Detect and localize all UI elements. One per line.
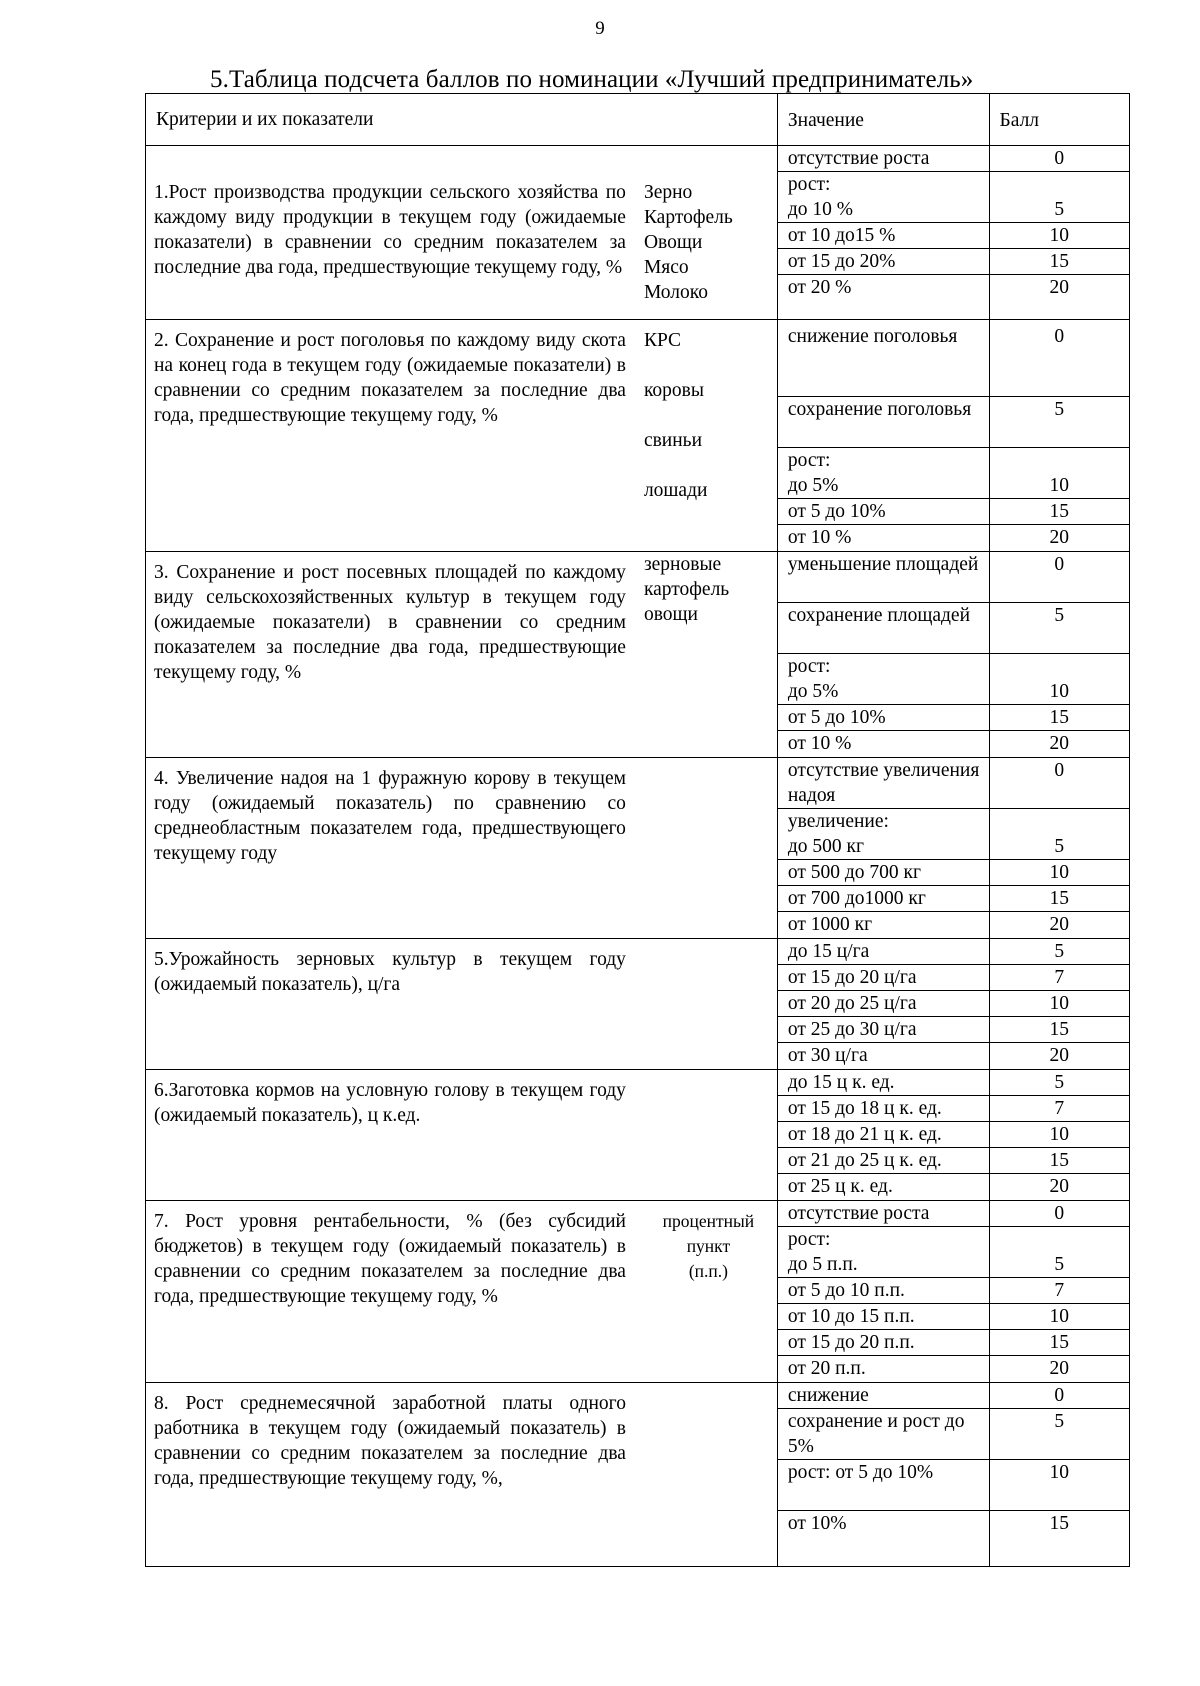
criterion-text: 6.Заготовка кормов на условную голову в текущем году (ожидаемый показатель), ц к.ед. [146, 1070, 637, 1201]
page-number: 9 [595, 18, 605, 39]
subitem: Овощи [643, 232, 703, 253]
points-cell: 10 [990, 1460, 1129, 1511]
value-text: рост: [787, 1229, 831, 1250]
criterion-subitems [637, 1383, 777, 1567]
value-cell: от 5 до 10% [778, 499, 989, 525]
points-cell: 10 [990, 991, 1129, 1017]
points-column [989, 1201, 1129, 1383]
criterion-text: 2. Сохранение и рост поголовья по каждому виду скота на конец года в текущем году (ожидаемые показатели) в сравнении со средним показателем за последние два года, предшествующие текущему году, % [146, 320, 637, 552]
points-cell: 15 [990, 1330, 1129, 1356]
value-cell: от 15 до 20 п.п. [778, 1330, 989, 1356]
subitem: КРС [643, 330, 682, 351]
value-cell [778, 654, 989, 705]
value-text: рост: [787, 174, 831, 195]
criterion-group-1 [146, 146, 1130, 320]
points-cell: 20 [1049, 914, 1070, 935]
value-cell: рост: от 5 до 10% [778, 1460, 989, 1511]
criterion-text: 8. Рост среднемесячной заработной платы одного работника в текущем году (ожидаемый показатель) в сравнении со средним показателем за последние два года, предшествующие текущему году, %, [146, 1383, 637, 1567]
page-title: 5.Таблица подсчета баллов по номинации «Лучший предприниматель» [210, 66, 974, 93]
points-cell: 15 [990, 705, 1129, 731]
value-cell: от 21 до 25 ц к. ед. [778, 1148, 989, 1174]
subitem: процентный [662, 1211, 755, 1231]
value-cell: от 500 до 700 кг [778, 860, 989, 886]
points-cell: 5 [990, 397, 1129, 448]
points-cell: 20 [1049, 527, 1070, 548]
table-header-row [146, 94, 1130, 146]
score-table [145, 93, 1130, 1567]
criterion-group-3 [146, 552, 1130, 758]
value-cell [778, 172, 989, 223]
value-column [777, 939, 989, 1070]
points-cell: 0 [990, 146, 1129, 172]
value-cell: от 20 п.п. [787, 1358, 866, 1379]
points-cell: 0 [990, 552, 1129, 603]
subitem: Зерно [643, 182, 693, 203]
value-cell: от 15 до 20 ц/га [778, 965, 989, 991]
subitem: овощи [643, 604, 698, 625]
value-cell: от 5 до 10% [778, 705, 989, 731]
value-cell: от 10 % [787, 733, 852, 754]
points-cell: 20 [1049, 277, 1070, 298]
value-cell: от 10 до 15 п.п. [778, 1304, 989, 1330]
value-cell: снижение [778, 1383, 989, 1409]
points-column [989, 1070, 1129, 1201]
points-cell: 20 [1049, 733, 1070, 754]
criterion-text: 5.Урожайность зерновых культур в текущем году (ожидаемый показатель), ц/га [146, 939, 637, 1070]
points-cell: 5 [990, 939, 1129, 965]
value-cell: от 30 ц/га [787, 1045, 868, 1066]
value-text: до 500 кг [787, 836, 865, 857]
value-cell: до 15 ц/га [778, 939, 989, 965]
header-value: Значение [777, 94, 989, 146]
points-cell: 5 [990, 809, 1129, 860]
value-text: до 5% [787, 681, 839, 702]
subitem: Молоко [643, 282, 708, 303]
criterion-text: 7. Рост уровня рентабельности, % (без субсидий бюджетов) в текущем году (ожидаемый показатель) в сравнении со средним показателем за последние два года, предшествующие текущему году, % [146, 1201, 637, 1383]
criterion-group-4 [146, 758, 1130, 939]
points-cell: 15 [990, 499, 1129, 525]
criterion-text: 3. Сохранение и рост посевных площадей по каждому виду сельскохозяйственных культур в текущем году (ожидаемые показатели) в сравнении со средним показателем за последние два года, предшествующие текущему году, % [146, 552, 637, 758]
value-cell: сохранение поголовья [778, 397, 989, 448]
value-cell: от 25 ц к. ед. [787, 1176, 893, 1197]
points-cell: 10 [990, 223, 1129, 249]
value-cell: от 18 до 21 ц к. ед. [778, 1122, 989, 1148]
points-column [989, 758, 1129, 939]
points-cell: 7 [990, 1278, 1129, 1304]
points-cell: 15 [990, 1017, 1129, 1043]
value-text: до 10 % [787, 199, 854, 220]
value-column [777, 1383, 989, 1567]
points-cell: 15 [990, 886, 1129, 912]
value-text: рост: [787, 450, 831, 471]
value-cell: от 25 до 30 ц/га [778, 1017, 989, 1043]
value-text: рост: [787, 656, 831, 677]
value-column [777, 146, 989, 320]
subitem: лошади [643, 480, 708, 501]
value-cell: отсутствие увеличения надоя [778, 758, 989, 809]
points-cell: 10 [990, 860, 1129, 886]
value-cell: отсутствие роста [778, 1201, 989, 1227]
points-cell: 5 [990, 603, 1129, 654]
points-cell: 0 [990, 1201, 1129, 1227]
points-cell: 7 [990, 1096, 1129, 1122]
value-cell: до 15 ц к. ед. [778, 1070, 989, 1096]
subitem: Мясо [643, 257, 689, 278]
value-column [777, 1070, 989, 1201]
value-cell [778, 1227, 989, 1278]
criterion-group-6 [146, 1070, 1130, 1201]
value-cell: от 5 до 10 п.п. [778, 1278, 989, 1304]
value-cell: сохранение и рост до 5% [778, 1409, 989, 1460]
subitem: зерновые [643, 554, 722, 575]
points-cell: 5 [990, 1070, 1129, 1096]
points-cell: 0 [990, 758, 1129, 809]
points-cell: 0 [990, 320, 1129, 397]
subitem: пункт [686, 1236, 731, 1256]
points-cell: 7 [990, 965, 1129, 991]
points-cell: 5 [990, 1227, 1129, 1278]
value-cell [778, 448, 989, 499]
value-cell: от 10 % [787, 527, 852, 548]
value-text: до 5 п.п. [787, 1254, 858, 1275]
subitem: картофель [643, 579, 730, 600]
points-column [989, 320, 1129, 552]
criterion-group-2 [146, 320, 1130, 552]
value-text: до 5% [787, 475, 839, 496]
points-cell: 15 [1049, 1513, 1070, 1534]
value-cell: от 10 до15 % [778, 223, 989, 249]
points-cell: 15 [990, 1148, 1129, 1174]
criterion-text: 1.Рост производства продукции сельского хозяйства по каждому виду продукции в текущем году (ожидаемые показатели) в сравнении со средним показателем за последние два года, предшествующие текущему году, % [146, 146, 637, 320]
value-cell: от 15 до 20% [778, 249, 989, 275]
value-cell: от 10% [787, 1513, 847, 1534]
subitem: Картофель [643, 207, 733, 228]
points-cell: 20 [1049, 1045, 1070, 1066]
criterion-group-7 [146, 1201, 1130, 1383]
value-cell: от 15 до 18 ц к. ед. [778, 1096, 989, 1122]
criterion-subitems [637, 320, 777, 552]
value-cell: от 20 % [787, 277, 852, 298]
points-column [989, 939, 1129, 1070]
points-column [989, 146, 1129, 320]
value-cell: уменьшение площадей [778, 552, 989, 603]
points-cell: 5 [990, 1409, 1129, 1460]
points-cell: 10 [990, 1122, 1129, 1148]
value-cell: отсутствие роста [778, 146, 989, 172]
value-column [777, 1201, 989, 1383]
value-cell: сохранение площадей [778, 603, 989, 654]
value-cell: от 700 до1000 кг [778, 886, 989, 912]
criterion-group-5 [146, 939, 1130, 1070]
value-column [777, 320, 989, 552]
points-cell: 15 [990, 249, 1129, 275]
value-column [777, 758, 989, 939]
criterion-subitems [637, 1070, 777, 1201]
value-cell: от 1000 кг [787, 914, 873, 935]
subitem: свиньи [643, 430, 702, 451]
subitem: коровы [643, 380, 704, 401]
criterion-subitems [637, 939, 777, 1070]
criterion-subitems [637, 552, 777, 758]
criterion-group-8 [146, 1383, 1130, 1567]
criterion-text: 4. Увеличение надоя на 1 фуражную корову в текущем году (ожидаемый показатель) по сравнению со среднеобластным показателем года, предшествующего текущему году [146, 758, 637, 939]
points-column [989, 1383, 1129, 1567]
value-text: увеличение: [787, 811, 889, 832]
points-cell: 20 [1049, 1358, 1070, 1379]
value-column [777, 552, 989, 758]
header-points: Балл [989, 94, 1129, 146]
value-cell: от 20 до 25 ц/га [778, 991, 989, 1017]
points-cell: 20 [1049, 1176, 1070, 1197]
header-criteria: Критерии и их показатели [146, 94, 778, 146]
points-cell: 0 [990, 1383, 1129, 1409]
criterion-subitems [637, 1201, 777, 1383]
criterion-subitems [637, 146, 777, 320]
points-cell: 5 [990, 172, 1129, 223]
points-cell: 10 [990, 1304, 1129, 1330]
points-cell: 10 [990, 654, 1129, 705]
value-cell: снижение поголовья [778, 320, 989, 397]
criterion-subitems [637, 758, 777, 939]
points-cell: 10 [990, 448, 1129, 499]
points-column [989, 552, 1129, 758]
value-cell [778, 809, 989, 860]
subitem: (п.п.) [688, 1261, 728, 1281]
